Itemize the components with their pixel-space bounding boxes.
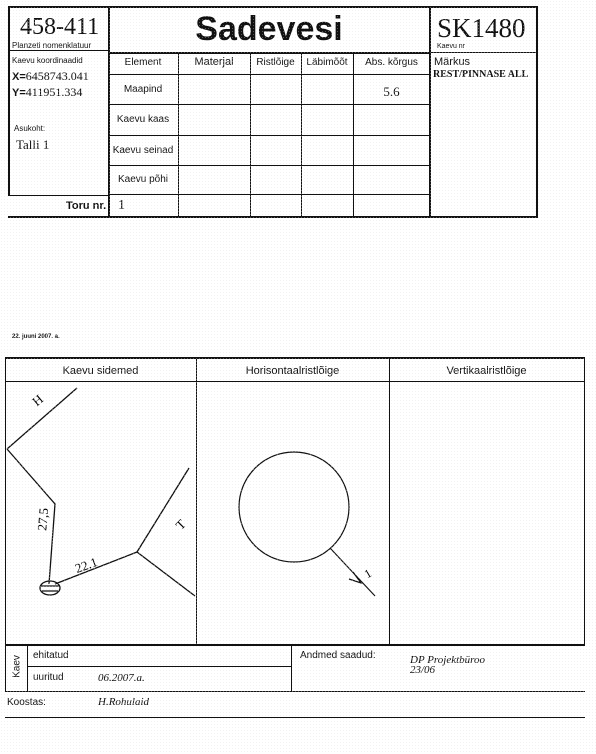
section-connections: Kaevu sidemed <box>62 365 139 377</box>
remark-value: REST/PINNASE ALL <box>433 69 529 80</box>
connections-sketch <box>5 382 196 644</box>
built-label: ehitatud <box>33 650 69 661</box>
location-label: Asukoht: <box>14 124 46 133</box>
col-header-diameter: Läbimõõt <box>306 57 348 68</box>
coord-y-value: 411951.334 <box>25 85 83 99</box>
outlet-pipe-number: 1 <box>361 565 374 582</box>
coord-x-value: 6458743.041 <box>25 69 89 83</box>
pipe-value: 1 <box>118 198 125 213</box>
sketch-label-22: 22.1 <box>72 554 100 576</box>
data-source-value-2: 23/06 <box>410 664 436 676</box>
row-element-walls: Kaevu seinad <box>112 145 174 156</box>
data-source-label: Andmed saadud: <box>300 650 376 661</box>
section-vertical: Vertikaalristlõige <box>446 365 527 377</box>
sketch-label-t: T <box>172 516 189 533</box>
coord-y-label: Y= <box>12 87 26 99</box>
sketch-label-h: H <box>29 391 46 409</box>
row-element-lid: Kaevu kaas <box>116 114 170 125</box>
sketch-pipe-line-east <box>137 552 195 596</box>
row-abs-ground: 5.6 <box>383 84 400 99</box>
measured-value: 06.2007.a. <box>98 672 145 684</box>
sheet-number: 458-411 <box>20 14 100 40</box>
sketch-pipe-line-ne <box>137 468 189 552</box>
author-value: H.Rohulaid <box>98 696 150 708</box>
coord-y <box>12 85 82 100</box>
row-element-bottom: Kaevu põhi <box>117 174 169 185</box>
section-horizontal: Horisontaalristlõige <box>245 365 340 377</box>
well-code: SK1480 <box>437 13 526 43</box>
col-header-remark: Märkus <box>434 56 471 68</box>
sketch-pipe-line-north <box>7 388 77 449</box>
sketch-label-27: 27,5 <box>34 507 52 532</box>
measured-label: uuritud <box>33 672 64 683</box>
well-code-label: Kaevu nr <box>437 43 466 50</box>
col-header-element: Element <box>124 57 162 68</box>
date-note: 22. juuni 2007. a. <box>12 334 60 340</box>
data-source-value-1: DP Projektbüroo <box>410 654 486 666</box>
page-title: Sadevesi <box>195 10 343 48</box>
sketch-well-symbol <box>40 581 60 595</box>
vertical-section-area <box>390 382 584 644</box>
horizontal-section-drawing <box>197 382 389 644</box>
coord-x <box>12 69 89 84</box>
coord-x-label: X= <box>12 71 26 83</box>
pipe-label: Toru nr. <box>66 200 107 212</box>
author-label: Koostas: <box>7 697 46 708</box>
row-element-ground: Maapind <box>123 84 163 95</box>
kaev-label: Kaev <box>11 655 23 678</box>
outlet-arrowhead <box>349 572 361 583</box>
well-circle <box>239 452 349 562</box>
col-header-cross-section: Ristlõige <box>256 57 295 68</box>
col-header-material: Materjal <box>194 56 234 68</box>
location-value: Talli 1 <box>16 137 50 152</box>
coords-label: Kaevu koordinaadid <box>12 56 83 65</box>
sheet-number-label: Planzeti nomenklatuur <box>12 41 92 50</box>
col-header-abs-height: Abs. kõrgus <box>365 57 418 68</box>
